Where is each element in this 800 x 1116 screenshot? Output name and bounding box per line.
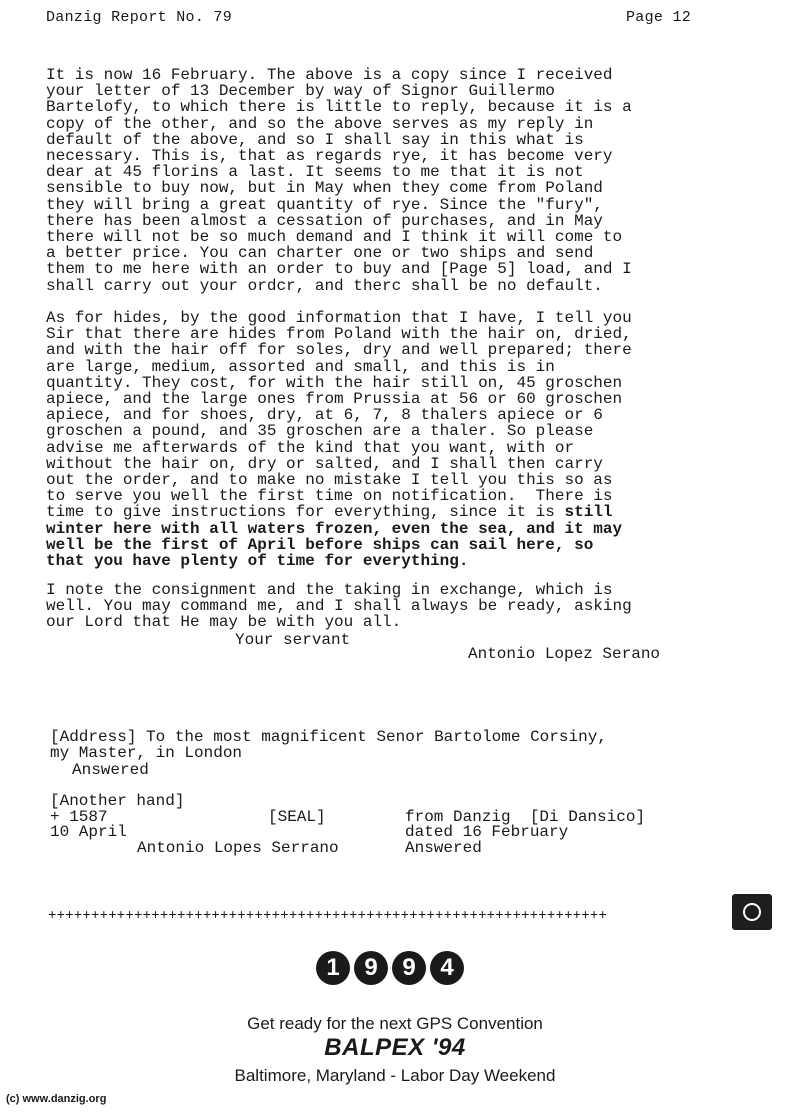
promo-title: BALPEX '94	[324, 1034, 466, 1061]
separator-line: +++++++++++++++++++++++++++++++++++++++++++++++++++++++++++++++++	[48, 908, 608, 924]
report-title: Danzig Report No. 79	[46, 9, 233, 26]
docket-from: from Danzig [Di Dansico]	[405, 808, 646, 826]
letter-paragraph-3: I note the consignment and the taking in exchange, which is well. You may command me, and I shall always be ready, asking our Lord that He may be with you all.	[46, 581, 632, 632]
year-digit: 1	[316, 951, 350, 985]
docket-number: + 1587	[50, 808, 108, 826]
year-digit: 4	[430, 951, 464, 985]
promo-line-1: Get ready for the next GPS Convention	[247, 1014, 543, 1033]
letter-paragraph-1: It is now 16 February. The above is a copy since I received your letter of 13 December by way of Signor Guillermo Bartelofy, to which there is little to reply, because it is a copy of the other, and so the above serves as my reply in default of the above, and so I shall say in this what is necessary. This is, that as regards rye, it has become very dear at 45 florins a last. It seems to me that it is not sensible to buy now, but in May when they come from Poland they will bring a great quantity of rye. Since the "fury", there has been almost a cessation of purchases, and in May there will not be so much demand and I think it will come to a better price. You can charter one or two ships and send them to me here with an order to buy and [Page 5] load, and I shall carry out your ordcr, and therc shall be no default.	[46, 66, 632, 295]
docket-answered: Answered	[405, 839, 482, 857]
docket-name: Antonio Lopes Serrano	[137, 839, 339, 857]
page-number: Page 12	[626, 9, 692, 26]
signature: Antonio Lopez Serano	[468, 645, 661, 663]
paragraph-2-text: As for hides, by the good information that I have, I tell you Sir that there are hides from Poland with the hair on, dried, and with the hair off for soles, dry and well prepared; there are large, medium, assorted and small, and this is in quantity. They cost, for with the hair still on, 45 groschen apiece, and the large ones from Prussia at 56 or 60 groschen apiece, and for shoes, dry, at 6, 7, 8 thalers apiece or 6 groschen a pound, and 35 groschen are a thaler. So please advise me afterwards of the kind that you want, with or without the hair on, dry or salted, and I shall then carry out the order, and to make no mistake I tell you this so as to serve you well the first time on notification. There is time to give instructions for everything, since it is	[46, 309, 632, 522]
docket-dated: dated 16 February	[405, 823, 569, 841]
paragraph-2-bold-text: still winter here with all waters frozen, even the sea, and it may well be the first of April before ships can sail here, so that you have plenty of time for everything.	[46, 503, 623, 571]
promo-line-3: Baltimore, Maryland - Labor Day Weekend	[234, 1066, 556, 1085]
address-line-3: Answered	[72, 761, 149, 779]
year-digit: 9	[392, 951, 426, 985]
footer-copyright: (c) www.danzig.org	[6, 1093, 107, 1105]
seal-badge-icon	[732, 894, 772, 930]
docket-seal: [SEAL]	[268, 808, 326, 826]
year-digit: 9	[354, 951, 388, 985]
address-line-2: my Master, in London	[50, 744, 243, 762]
closing-servant: Your servant	[235, 631, 351, 649]
letter-paragraph-2	[46, 310, 716, 569]
docket-date-left: 10 April	[50, 823, 127, 841]
docket-another-hand: [Another hand]	[50, 792, 185, 810]
address-line-1: [Address] To the most magnificent Senor Bartolome Corsiny,	[50, 728, 607, 746]
year-1994	[316, 951, 464, 985]
